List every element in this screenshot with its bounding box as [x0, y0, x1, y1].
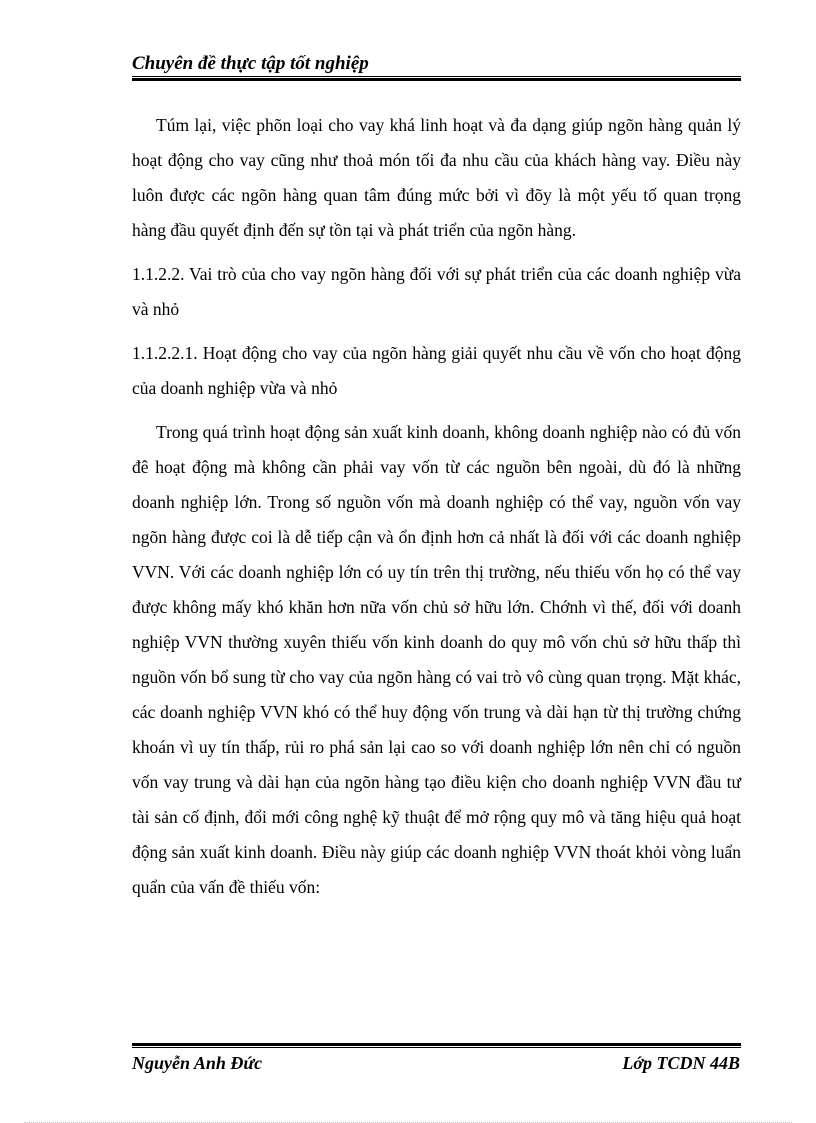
section-heading-1-1-2-2: 1.1.2.2. Vai trò của cho vay ngõn hàng đối với sự phát triển của các doanh nghiệp vừa và nhỏ [132, 264, 741, 319]
document-body [132, 108, 741, 905]
footer-class: Lớp TCDN 44B [622, 1053, 740, 1073]
paragraph-summary: Túm lại, việc phõn loại cho vay khá linh hoạt và đa dạng giúp ngõn hàng quản lý hoạt động cho vay cũng như thoả món tối đa nhu cầu của khách hàng vay. Điều này luôn được các ngõn hàng quan tâm đúng mức bởi vì đõy là một yếu tố quan trọng hàng đầu quyết định đến sự tồn tại và phát triển của ngõn hàng. [132, 115, 741, 240]
page-header-title: Chuyên đề thực tập tốt nghiệp [132, 53, 369, 74]
header-divider [132, 76, 741, 81]
footer-author: Nguyễn Anh Đức [132, 1053, 263, 1073]
footer-divider [132, 1043, 741, 1048]
section-heading-1-1-2-2-1: 1.1.2.2.1. Hoạt động cho vay của ngõn hàng giải quyết nhu cầu về vốn cho hoạt động của doanh nghiệp vừa và nhỏ [132, 343, 741, 398]
paragraph-main: Trong quá trình hoạt động sản xuất kinh doanh, không doanh nghiệp nào có đủ vốn đê hoạt động mà không cần phải vay vốn từ các nguồn bên ngoài, dù đó là những doanh nghiệp lớn. Trong số nguồn vốn mà doanh nghiệp có thể vay, nguồn vốn vay ngõn hàng được coi là dễ tiếp cận và ổn định hơn cả nhất là đối với các doanh nghiệp VVN. Với các doanh nghiệp lớn có uy tín trên thị trường, nếu thiếu vốn họ có thể vay được không mấy khó khăn hơn nữa vốn chủ sở hữu lớn. Chớnh vì thế, đối với doanh nghiệp VVN thường xuyên thiếu vốn kinh doanh do quy mô vốn chủ sở hữu thấp thì nguồn vốn bổ sung từ cho vay của ngõn hàng có vai trò vô cùng quan trọng. Mặt khác, các doanh nghiệp VVN khó có thể huy động vốn trung và dài hạn từ thị trường chứng khoán vì uy tín thấp, rủi ro phá sản lại cao so với doanh nghiệp lớn nên chỉ có nguồn vốn vay trung và dài hạn của ngõn hàng tạo điều kiện cho doanh nghiệp VVN đầu tư tài sản cố định, đổi mới công nghệ kỹ thuật để mở rộng quy mô và tăng hiệu quả hoạt động sản xuất kinh doanh. Điều này giúp các doanh nghiệp VVN thoát khỏi vòng luẩn quẩn của vấn đề thiếu vốn: [132, 422, 741, 897]
